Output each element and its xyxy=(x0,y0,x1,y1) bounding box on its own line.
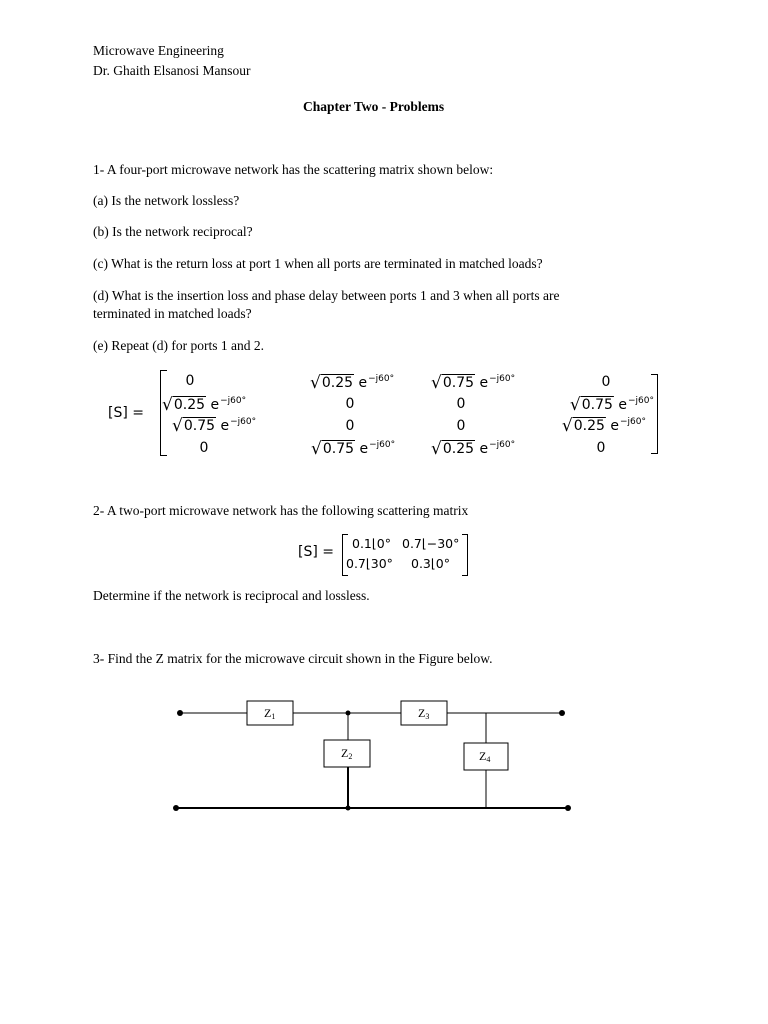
s31: √0.75 $e^{-j60^\circ}$ xyxy=(172,416,257,436)
course-name: Microwave Engineering xyxy=(93,43,224,58)
problem-1-part-c: (c) What is the return loss at port 1 when all ports are terminated in matched loads? xyxy=(93,256,543,271)
z3-label: Z3 xyxy=(418,706,430,721)
terminal-port1-top xyxy=(177,710,183,716)
s2-12: 0.7⌊−30° xyxy=(402,536,460,551)
terminal-port2-top xyxy=(559,710,565,716)
z1-label: Z1 xyxy=(264,706,276,721)
s33: 0 xyxy=(456,418,466,434)
problem-1-intro: 1- A four-port microwave network has the scattering matrix shown below: xyxy=(93,162,494,177)
problem-1-part-d-cont: terminated in matched loads? xyxy=(93,306,252,321)
s22: 0 xyxy=(345,396,355,412)
matrix-2-label: [S] = xyxy=(298,544,334,560)
s44: 0 xyxy=(596,440,606,456)
s12: √0.25 $e^{-j60^\circ}$ xyxy=(310,373,395,393)
junction-z2-top xyxy=(346,711,351,716)
problem-2-question: Determine if the network is reciprocal and lossless. xyxy=(93,588,370,603)
s23: 0 xyxy=(456,396,466,412)
s24: √0.75 $e^{-j60^\circ}$ xyxy=(569,395,654,415)
author-name: Dr. Ghaith Elsanosi Mansour xyxy=(93,63,251,78)
s41: 0 xyxy=(199,440,209,456)
problem-1-part-d: (d) What is the insertion loss and phase delay between ports 1 and 3 when all ports are xyxy=(93,288,560,303)
s2-11: 0.1⌊0° xyxy=(352,536,391,551)
problem-1-part-b: (b) Is the network reciprocal? xyxy=(93,224,253,239)
s32: 0 xyxy=(345,418,355,434)
problem-2-intro: 2- A two-port microwave network has the following scattering matrix xyxy=(93,503,469,518)
page-title: Chapter Two - Problems xyxy=(303,99,445,114)
junction-z2-bottom xyxy=(346,806,351,811)
matrix-label: [S] = xyxy=(108,405,144,421)
s34: √0.25 $e^{-j60^\circ}$ xyxy=(561,416,646,436)
s14: 0 xyxy=(601,374,611,390)
s42: √0.75 $e^{-j60^\circ}$ xyxy=(311,439,396,459)
s21: √0.25 $e^{-j60^\circ}$ xyxy=(162,395,247,415)
problem-3-intro: 3- Find the Z matrix for the microwave circuit shown in the Figure below. xyxy=(93,651,493,666)
problem-1-part-e: (e) Repeat (d) for ports 1 and 2. xyxy=(93,338,264,353)
s11: 0 xyxy=(185,373,195,389)
z2-label: Z2 xyxy=(341,746,353,761)
z4-label: Z4 xyxy=(479,749,491,764)
s2-21: 0.7⌊30° xyxy=(346,556,393,571)
s13: √0.75 $e^{-j60^\circ}$ xyxy=(431,373,516,393)
s2-22: 0.3⌊0° xyxy=(411,556,450,571)
terminal-port2-bottom xyxy=(565,805,571,811)
problem-1-part-a: (a) Is the network lossless? xyxy=(93,193,240,208)
s43: √0.25 $e^{-j60^\circ}$ xyxy=(431,439,516,459)
terminal-port1-bottom xyxy=(173,805,179,811)
